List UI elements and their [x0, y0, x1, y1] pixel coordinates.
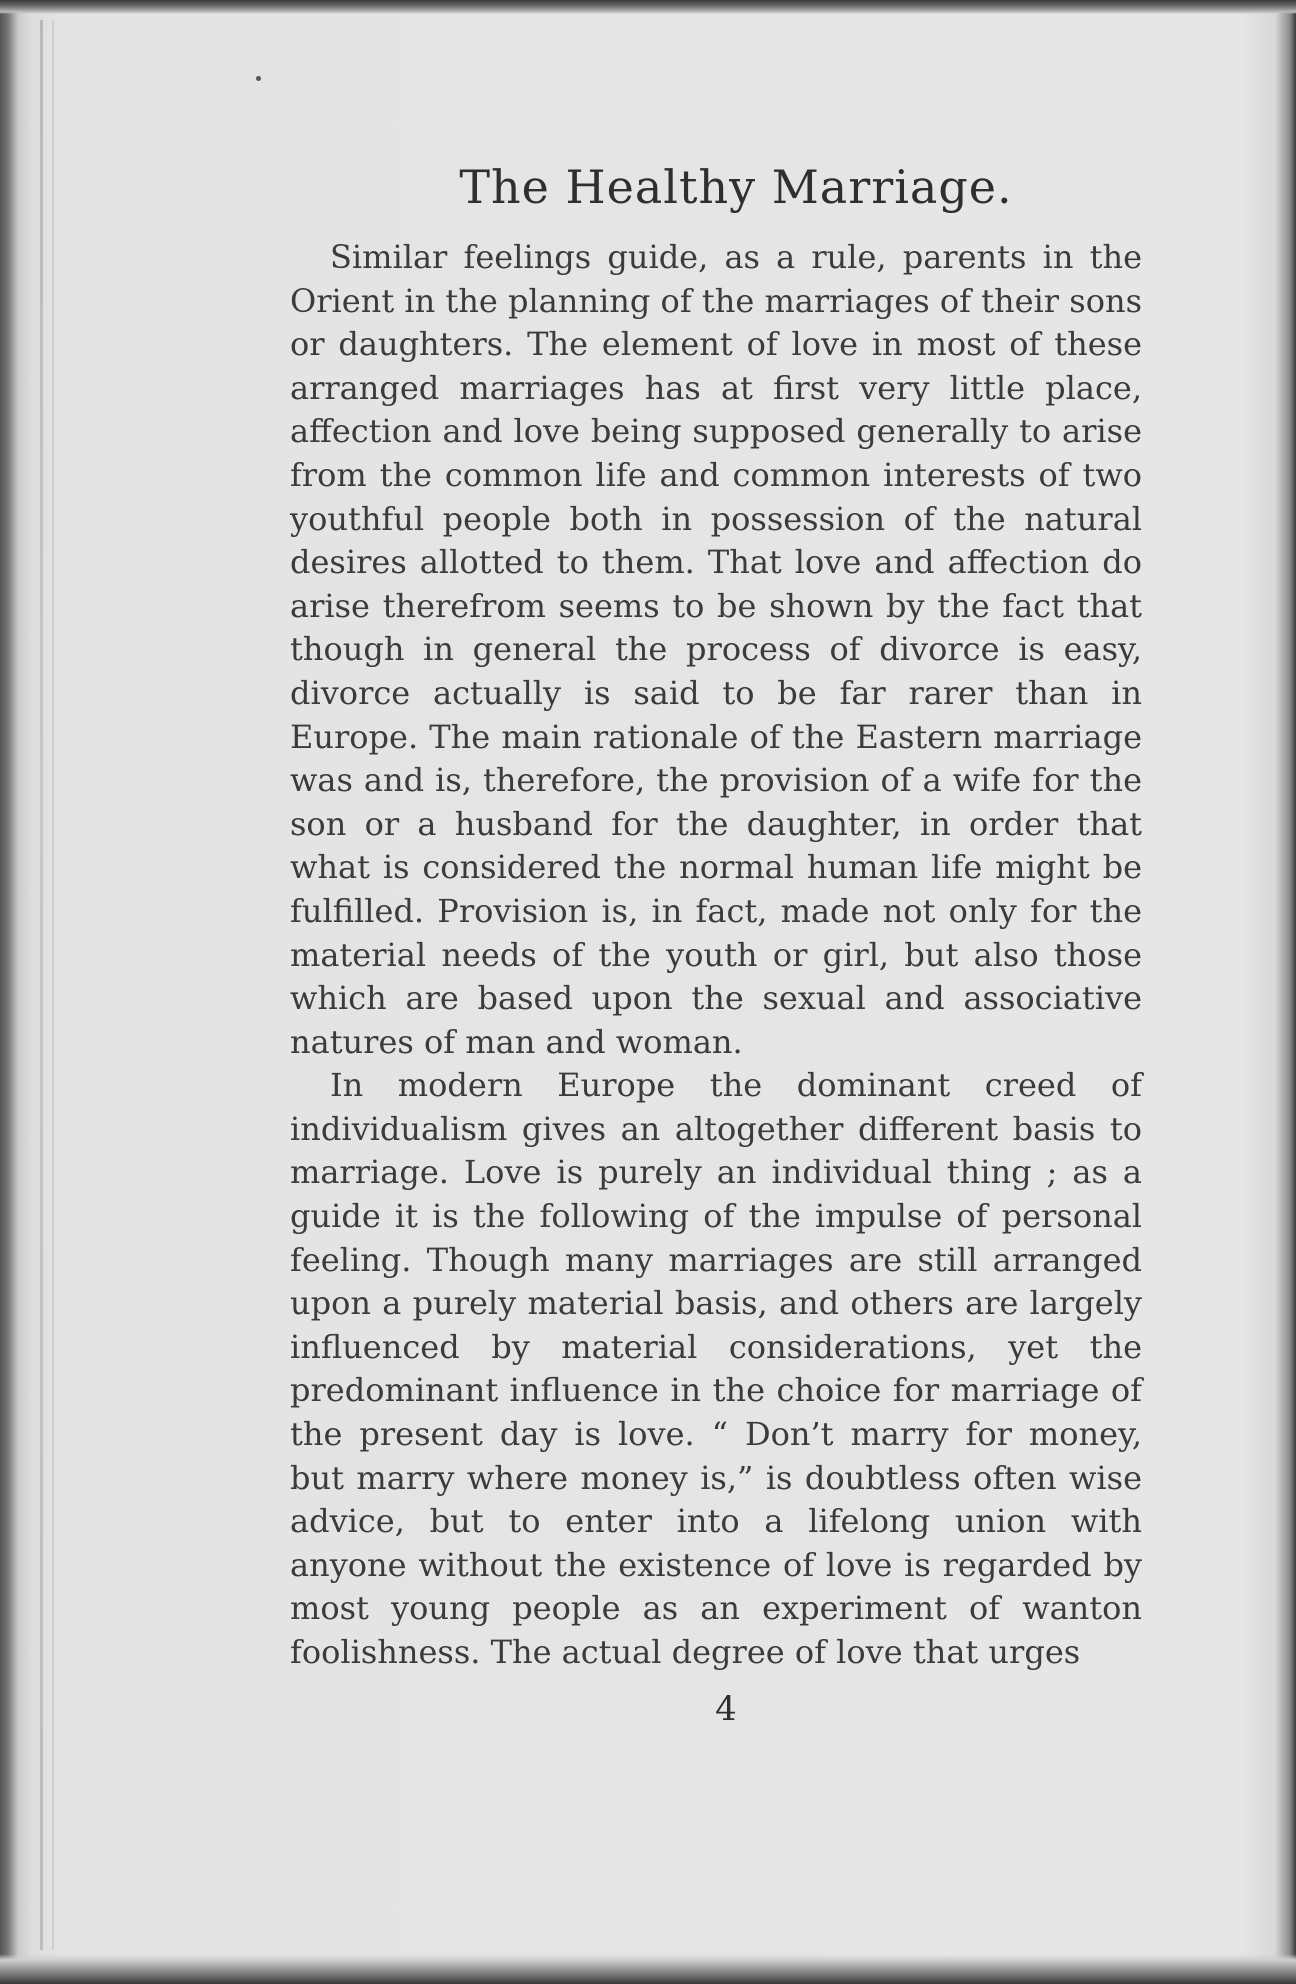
page-text-block	[290, 160, 1142, 1729]
paragraph-1: Similar feelings guide, as a rule, parents in the Orient in the planning of the marriages of their sons or daughters. The element of love in most of these arranged marriages has at first very little place, affection and love being supposed generally to arise from the common life and common interests of two youthful people both in possession of the natural desires allotted to them. That love and affection do arise therefrom seems to be shown by the fact that though in general the process of divorce is easy, divorce actually is said to be far rarer than in Europe. The main rationale of the Eastern marriage was and is, therefore, the provision of a wife for the son or a husband for the daughter, in order that what is considered the normal human life might be fulfilled. Provision is, in fact, made not only for the material needs of the youth or girl, but also those which are based upon the sexual and associative natures of man and woman.	[290, 238, 1142, 1061]
binding-gutter-inner	[52, 20, 54, 1950]
page-bottom-edge	[0, 1954, 1296, 1984]
page-top-edge	[0, 0, 1296, 14]
page-number: 4	[715, 1688, 737, 1729]
running-head: The Healthy Marriage.	[459, 160, 1013, 214]
paragraph-2: In modern Europe the dominant creed of individualism gives an altogether different basis to marriage. Love is purely an individual thing ; as a guide it is the following of the impulse of personal feeling. Though many marriages are still arranged upon a purely material basis, and others are largely influenced by material considerations, yet the predominant influence in the choice for marriage of the present day is love. “ Don’t marry for money, but marry where money is,” is doubtless often wise advice, but to enter into a lifelong union with anyone without the existence of love is regarded by most young people as an experiment of wanton foolishness. The actual degree of love that urges	[290, 1066, 1142, 1671]
ink-speck	[256, 76, 261, 81]
binding-gutter	[40, 20, 43, 1950]
